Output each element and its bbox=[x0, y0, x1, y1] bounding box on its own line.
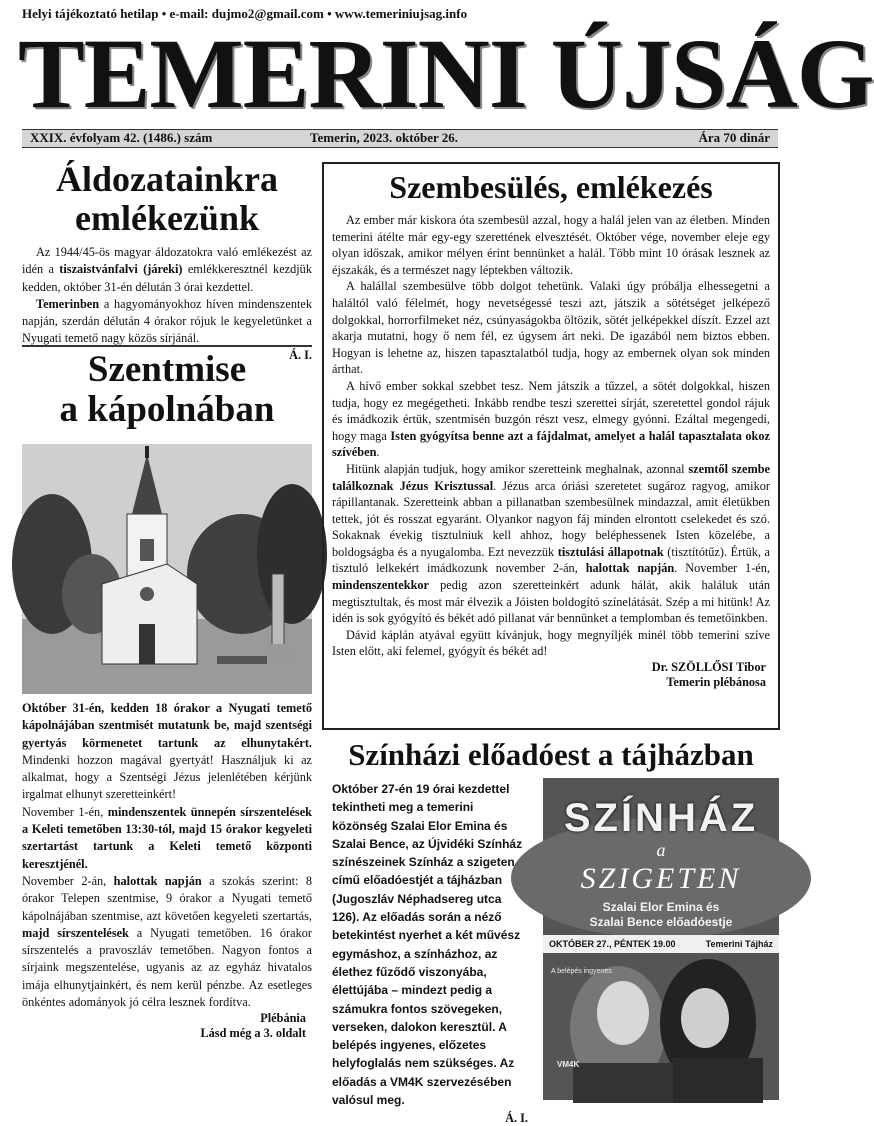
mass-headline bbox=[22, 347, 312, 430]
mass-signature: Plébánia bbox=[260, 1011, 306, 1026]
memorial-paragraph-1: Az 1944/45-ös magyar áldozatokra való emlékezést az idén a tiszaistvánfalvi (járeki) emlékkeresztnél kezdjük kedden, október 31-én délután 3 órai kezdettel. bbox=[22, 245, 312, 294]
mass-title-line1: Szentmise bbox=[87, 349, 247, 390]
mass-paragraph-2: November 1-én, mindenszentek ünnepén sírszentelések a Keleti temetőben 13:30-tól, majd 15 órakor kegyeleti szertartást tartunk a Keleti temető központi keresztjénél. bbox=[22, 804, 312, 871]
theatre-headline: Színházi előadóest a tájházban bbox=[348, 737, 754, 772]
poster-organizer: VM4K bbox=[557, 1060, 580, 1069]
confront-paragraph-2: A halállal szembesülve több dolgot tehetünk. Valaki úgy próbálja elhessegetni a haláltól való félelmét, hogy nevetségessé teszi azt, játszik a sötétséget jelképező dolgokkal, horrorfilmeket néz, csúnyaságokba öltözik, sötét jelképekkel díszít. Ezzel azt akarja mutatni, hogy ő nem fél, ez úgysem árt neki. De igazából nem biztos ebben. Hogyan is lehetne az, hiszen tapasztalatból tudja, hogy az embernek olyan sok minden árthat. bbox=[332, 279, 770, 377]
mass-see-also: Lásd még a 3. oldalt bbox=[200, 1026, 306, 1041]
poster-subtitle: SZIGETEN bbox=[580, 862, 742, 895]
confront-paragraph-3: A hívő ember sokkal szebbet tesz. Nem játszik a tűzzel, a sötét dolgokkal, hiszen tudja, hogy ez megégetheti. Inkább rendbe teszi szerettei sírját, szeretettel gondol rájuk és imádkozik értük, szentmisén buzgón részt vesz, elmegy gyónni. Ezáltal megengedi, hogy maga Isten gyógyítsa benne azt a fájdalmat, amelyet a halál tapasztalata okoz szívében. bbox=[332, 378, 771, 460]
issue-date: Temerin, 2023. október 26. bbox=[310, 130, 459, 145]
confront-paragraph-5: Dávid káplán atyával együtt kívánjuk, hogy megnyíljék minél több temerini szíve Isten előtt, aki felemel, gyógyít és békét ad! bbox=[332, 627, 770, 659]
confront-headline: Szembesülés, emlékezés bbox=[389, 169, 713, 205]
article-confront bbox=[332, 166, 770, 690]
article-memorial bbox=[22, 160, 312, 363]
memorial-paragraph-2: Temerinben a hagyományokhoz híven mindenszentek napján, szerdán délután 4 órakor rójuk le kegyeletünket a Nyugati temető nagy közös sírjánál. bbox=[22, 296, 312, 346]
mass-paragraph-3: November 2-án, halottak napján a szokás szerint: 8 órakor Telepen szentmise, 9 órakor a Nyugati temető kápolnájában szentmise, azt követően kegyeleti szertartás, majd sírszentelések a Nyugati temetőben. 16 órakor sírszentelés a pravoszláv temetőben. Nagyon fontos a sírjaink megszentelése, ugyanis az az egyház hivatalos imája elhunytjainkért, és nem kerül pénzbe. Az esetleges önkéntes adományok jó célra lesznek fordítva. bbox=[22, 873, 312, 1010]
theatre-signature: Á. I. bbox=[505, 1111, 528, 1126]
theatre-poster bbox=[543, 778, 779, 1100]
poster-info-bar bbox=[543, 935, 779, 953]
memorial-headline bbox=[22, 160, 312, 238]
mass-title-line2: a kápolnában bbox=[59, 389, 275, 430]
poster-a: a bbox=[656, 840, 666, 860]
masthead-title: TEMERINI ÚJSÁG bbox=[18, 18, 874, 129]
poster-performers: Szalai Elor Emina és bbox=[602, 900, 720, 914]
poster-performers-2: Szalai Bence előadóestje bbox=[589, 915, 733, 929]
header-topline: Helyi tájékoztató hetilap • e-mail: dujmo2@gmail.com • www.temeriniujsag.info bbox=[22, 6, 468, 21]
memorial-signature: Á. I. bbox=[289, 347, 312, 362]
confront-signature-title: Temerin plébánosa bbox=[666, 675, 766, 690]
article-mass bbox=[22, 347, 312, 1041]
confront-signature-name: Dr. SZÖLLŐSI Tibor bbox=[651, 660, 766, 675]
confront-paragraph-1: Az ember már kiskora óta szembesül azzal, hogy a halál jelen van az életben. Minden temerini átélte már egy-egy szerettének elvesztését. Október vége, november eleje egy olyan időszak, amikor mélyen érint bennünket a halál. Több mint 10 órásak lesznek az éjszakák, és a természet nagy léptekben változik. bbox=[332, 213, 770, 277]
chapel-photo bbox=[22, 444, 312, 694]
theatre-paragraph: Október 27-én 19 órai kezdettel tekintheti meg a temerini közönség Szalai Elor Emina és Szalai Bence, az Újvidéki Színház színészeinek Színház a szigeten című előadóestjét a tájházban (Jugoszláv Néphadsereg utca 126). Az előadás során a néző betekintést nyerhet a két művész egymáshoz, a színházhoz, az élethez fűződő viszonyába, élettújába – mindezt pedig a számukra fontos szövegeken, verseken, dalokon keresztül. A belépés ingyenes, előzetes helyfoglalás nem szükséges. Az előadás a VM4K szervezésében valósul meg. bbox=[332, 782, 523, 1108]
memorial-title-line1: Áldozatainkra bbox=[55, 159, 278, 199]
poster-date: OKTÓBER 27., PÉNTEK 19.00 bbox=[549, 939, 676, 949]
left-divider bbox=[22, 345, 312, 347]
poster-title: SZÍNHÁZ bbox=[563, 796, 759, 840]
confront-paragraph-4: Hitünk alapján tudjuk, hogy amikor szeretteink meghalnak, azonnal szemtől szembe találkoznak Jézus Krisztussal. Jézus arca óriási szeretetet sugároz ragyog, amikor rápillantanak. Szeretteink abban a pillanatban szembesülnek mindazzal, amit életükben tettek, jót és rosszat egyaránt. Olyankor nagyon fáj minden elrontott cselekedet és szó. Sokaknak évekig tisztulniuk kell ahhoz, hogy beléphessenek Isten közelébe, a boldogságba és a nyugalomba. Ezt nevezzük tisztulási állapotnak (tisztítótűz). Értük, a tisztuló lelkekért imádkozunk november 2-án, halottak napján. November 1-én, mindenszentekkor pedig azon szeretteinkért adunk hálát, akik haláluk után megtisztultak, és most már élvezik a Jóisten boldogító színelátását. Szép a mi hitünk! Az idén is sok gyógyító és békét adó pillanat vár bennünket a templomban és temetőinkben. bbox=[332, 461, 771, 626]
issue-bar bbox=[22, 129, 778, 148]
memorial-title-line2: emlékezünk bbox=[75, 198, 259, 238]
poster-venue: Temerini Tájház bbox=[705, 939, 773, 949]
mass-paragraph-1: Október 31-én, kedden 18 órakor a Nyugati temető kápolnájában szentmisét mutatunk be, majd szentségi gyertyás körmenetet tartunk az elhunytakért. Mindenki hozzon magával gyertyát! Használjuk ki az alkalmat, hogy a Szentségi Jézus jelenlétében kérjünk irgalmat elhunyt szeretteinkért! bbox=[22, 701, 312, 802]
poster-free-entry: A belépés ingyenes bbox=[551, 968, 612, 975]
issue-volume: XXIX. évfolyam 42. (1486.) szám bbox=[30, 130, 213, 145]
issue-price: Ára 70 dinár bbox=[698, 130, 770, 145]
article-theatre bbox=[332, 780, 528, 1126]
